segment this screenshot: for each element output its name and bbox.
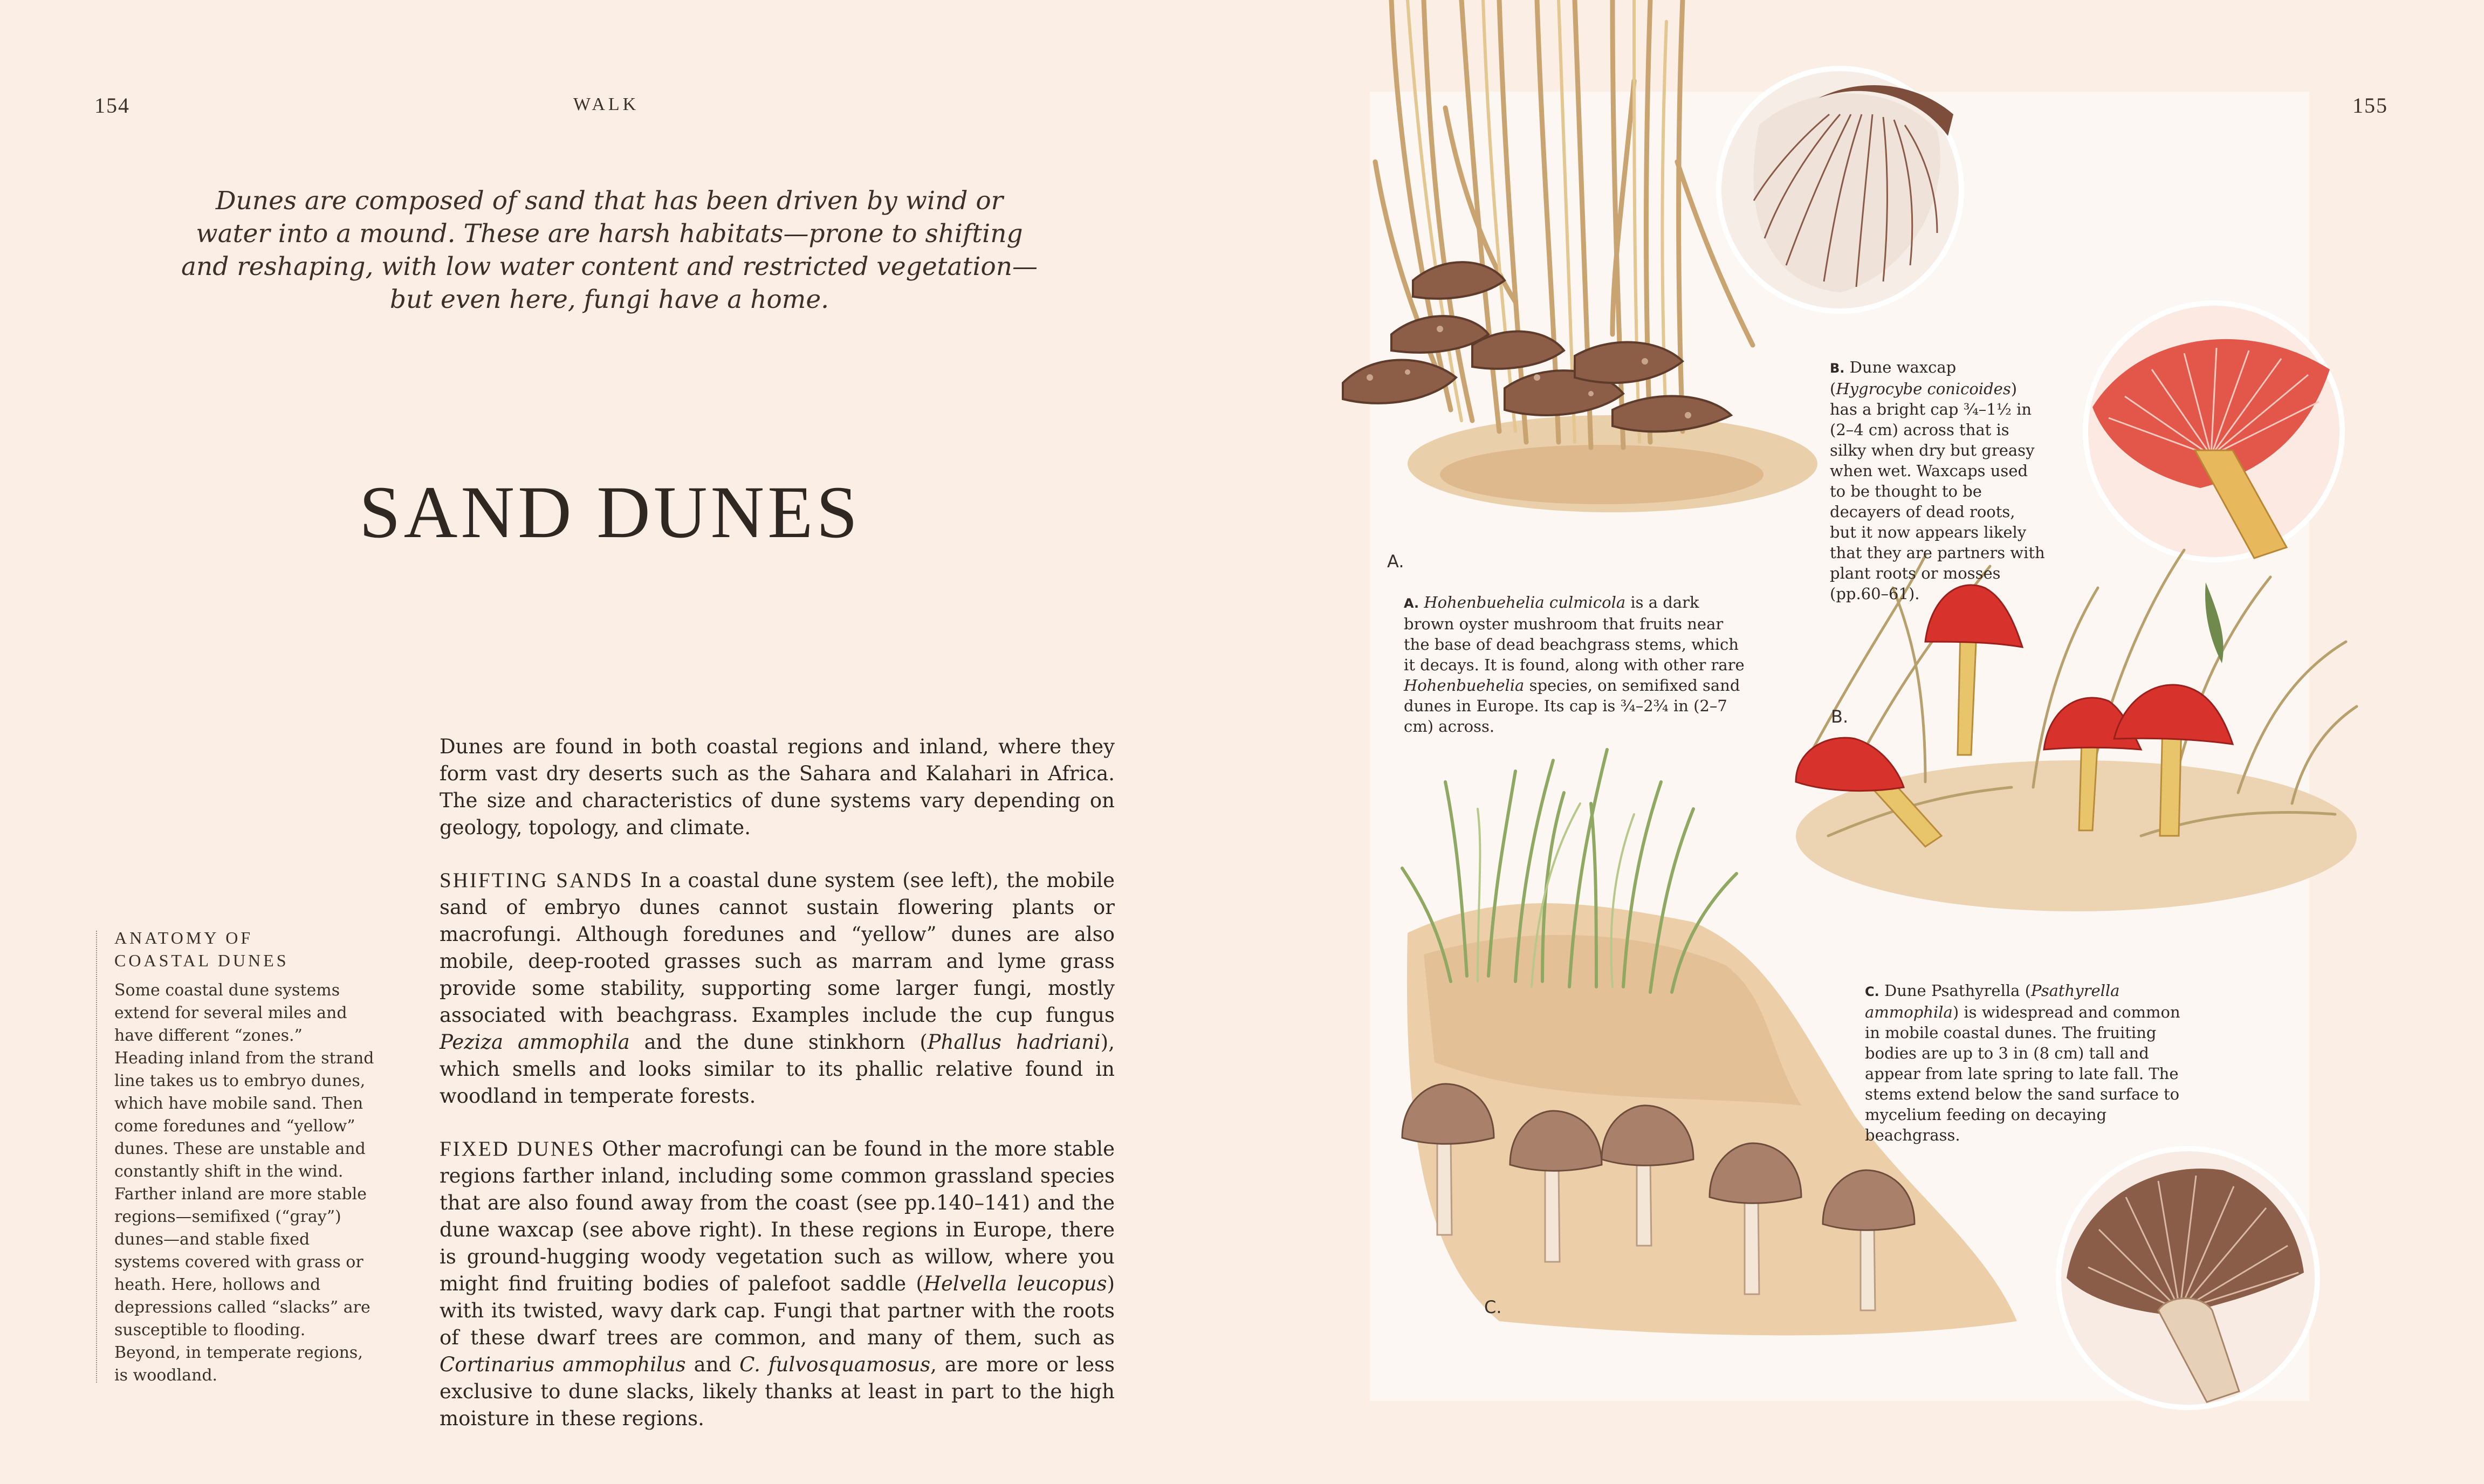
running-head: WALK: [573, 94, 640, 114]
sidebar-rule: [96, 931, 97, 1383]
plate-letter-b: B.: [1831, 706, 1849, 727]
sidebar-anatomy: [114, 926, 376, 1387]
caption-c: C. Dune Psathyrella (Psathyrella ammophila) is widespread and common in mobile coastal dunes. The fruiting bodies are up to 3 in (8 cm) tall and appear from late spring to late fall. The stems extend below the sand surface to mycelium feeding on decaying beachgrass.: [1865, 981, 2180, 1144]
runin-heading-shifting-sands: SHIFTING SANDS: [440, 869, 634, 892]
right-folio: 155: [2352, 93, 2388, 118]
paragraph-1: Dunes are found in both coastal regions and inland, where they form vast dry deserts such as the Sahara and Kalahari in Africa. The size and characteristics of dune systems vary depending on geology, topology, and climate.: [440, 735, 1115, 839]
paragraph-2: SHIFTING SANDS In a coastal dune system (see left), the mobile sand of embryo dunes cannot sustain flowering plants or macrofungi. Although foredunes and “yellow” dunes are also mobile, deep-rooted grasses such as marram and lyme grass provide some stability, supporting some larger fungi, mostly associated with beachgrass. Examples include the cup fungus Peziza ammophila and the dune stinkhorn (Phallus hadriani), which smells and looks similar to its phallic relative found in woodland in temperate forests.: [440, 869, 1115, 1108]
runin-heading-fixed-dunes: FIXED DUNES: [440, 1137, 595, 1160]
caption-b: B. Dune waxcap (Hygrocybe conicoides) has a bright cap ¾–1½ in (2–4 cm) across that is silky when dry but greasy when wet. Waxcaps used to be thought to be decayers of dead roots, but it now appears likely that they are partners with plant roots or mosses (pp.60–61).: [1830, 358, 2045, 603]
inset-gills-a: [1700, 60, 1980, 319]
sidebar-text: Some coastal dune systems extend for several miles and have different “zones.” Heading inland from the strand line takes us to embryo dunes, which have mobile sand. Then come foredunes and “yellow” dunes. These are unstable and constantly shift in the wind. Farther inland are more stable regions—semifixed (“gray”) dunes—and stable fixed systems covered with grass or heath. Here, hollows and depressions called “slacks” are susceptible to flooding. Beyond, in temperate regions, is woodland.: [114, 981, 374, 1385]
inset-gills-c: [2045, 1138, 2331, 1418]
plate-letter-a: A.: [1387, 551, 1404, 572]
inset-waxcap-underside: [2071, 294, 2357, 569]
page-title: SAND DUNES: [359, 471, 861, 553]
intro-text: Dunes are composed of sand that has been driven by wind or water into a mound. These are harsh habitats—prone to shifting and reshaping, with low water content and restricted vegetation—but even here, fungi have a home.: [181, 186, 1038, 314]
paragraph-3: FIXED DUNES Other macrofungi can be found in the more stable regions farther inland, including some common grassland species that are also found away from the coast (see pp.140–141) and the dune waxcap (see above right). In these regions in Europe, there is ground-hugging woody vegetation such as willow, where you might find fruiting bodies of palefoot saddle (Helvella leucopus) with its twisted, wavy dark cap. Fungi that partner with the roots of these dwarf trees are common, and many of them, such as Cortinarius ammophilus and C. fulvosquamosus, are more or less exclusive to dune slacks, likely thanks at least in part to the high moisture in these regions.: [440, 1137, 1115, 1430]
sidebar-heading: ANATOMY OF COASTAL DUNES: [114, 928, 289, 970]
main-text: [440, 733, 1115, 1458]
caption-a: A. Hohenbuehelia culmicola is a dark brown oyster mushroom that fruits near the base of dead beachgrass stems, which it decays. It is found, along with other rare Hohenbuehelia species, on semifixed sand dunes in Europe. Its cap is ¾–2¾ in (2–7 cm) across.: [1404, 593, 1745, 736]
plate-letter-c: C.: [1484, 1297, 1502, 1317]
left-folio: 154: [94, 93, 130, 118]
